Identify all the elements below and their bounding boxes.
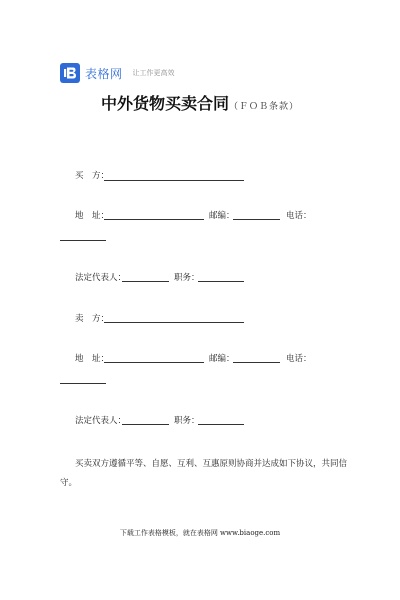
seller-legal-rep-field[interactable] [122,424,169,425]
brand-logo[interactable] [60,63,175,83]
brand-name: 表格网 [85,66,123,81]
buyer-legal-rep-label: 法定代表人： [75,273,127,283]
buyer-postcode-field[interactable] [233,219,280,220]
buyer-postcode-label: 邮编： [209,211,235,221]
seller-label: 卖 方： [75,314,110,324]
buyer-address-field[interactable] [104,219,204,220]
buyer-position-field[interactable] [198,281,244,282]
seller-address-label: 地 址： [75,354,110,364]
buyer-position-label: 职务： [174,273,200,283]
buyer-label: 买 方： [75,171,110,181]
logo-icon [60,63,80,83]
document-title [0,91,400,114]
seller-position-label: 职务： [174,416,200,426]
buyer-phone-field[interactable] [60,240,106,241]
footer-note: 下载工作表格模板，就在表格网 www.biaoge.com [119,529,281,537]
seller-phone-field[interactable] [60,383,106,384]
agreement-paragraph-line-1: 买卖双方遵循平等、自愿、互利、互惠原则协商并达成如下协议，共同信 [75,459,348,469]
agreement-paragraph-line-2: 守。 [60,478,78,488]
brand-slogan: 让工作更高效 [132,69,175,77]
seller-phone-label: 电话： [286,354,312,364]
seller-legal-rep-label: 法定代表人： [75,416,127,426]
title-main: 中外货物买卖合同 [100,94,229,113]
buyer-field[interactable] [104,180,244,181]
buyer-phone-label: 电话： [286,211,312,221]
buyer-address-label: 地 址： [75,211,110,221]
seller-position-field[interactable] [198,424,244,425]
seller-address-field[interactable] [104,362,204,363]
seller-field[interactable] [104,322,244,323]
seller-postcode-field[interactable] [233,362,280,363]
title-subtitle: （ＦＯＢ条款） [229,102,300,112]
buyer-legal-rep-field[interactable] [122,281,169,282]
seller-postcode-label: 邮编： [209,354,235,364]
